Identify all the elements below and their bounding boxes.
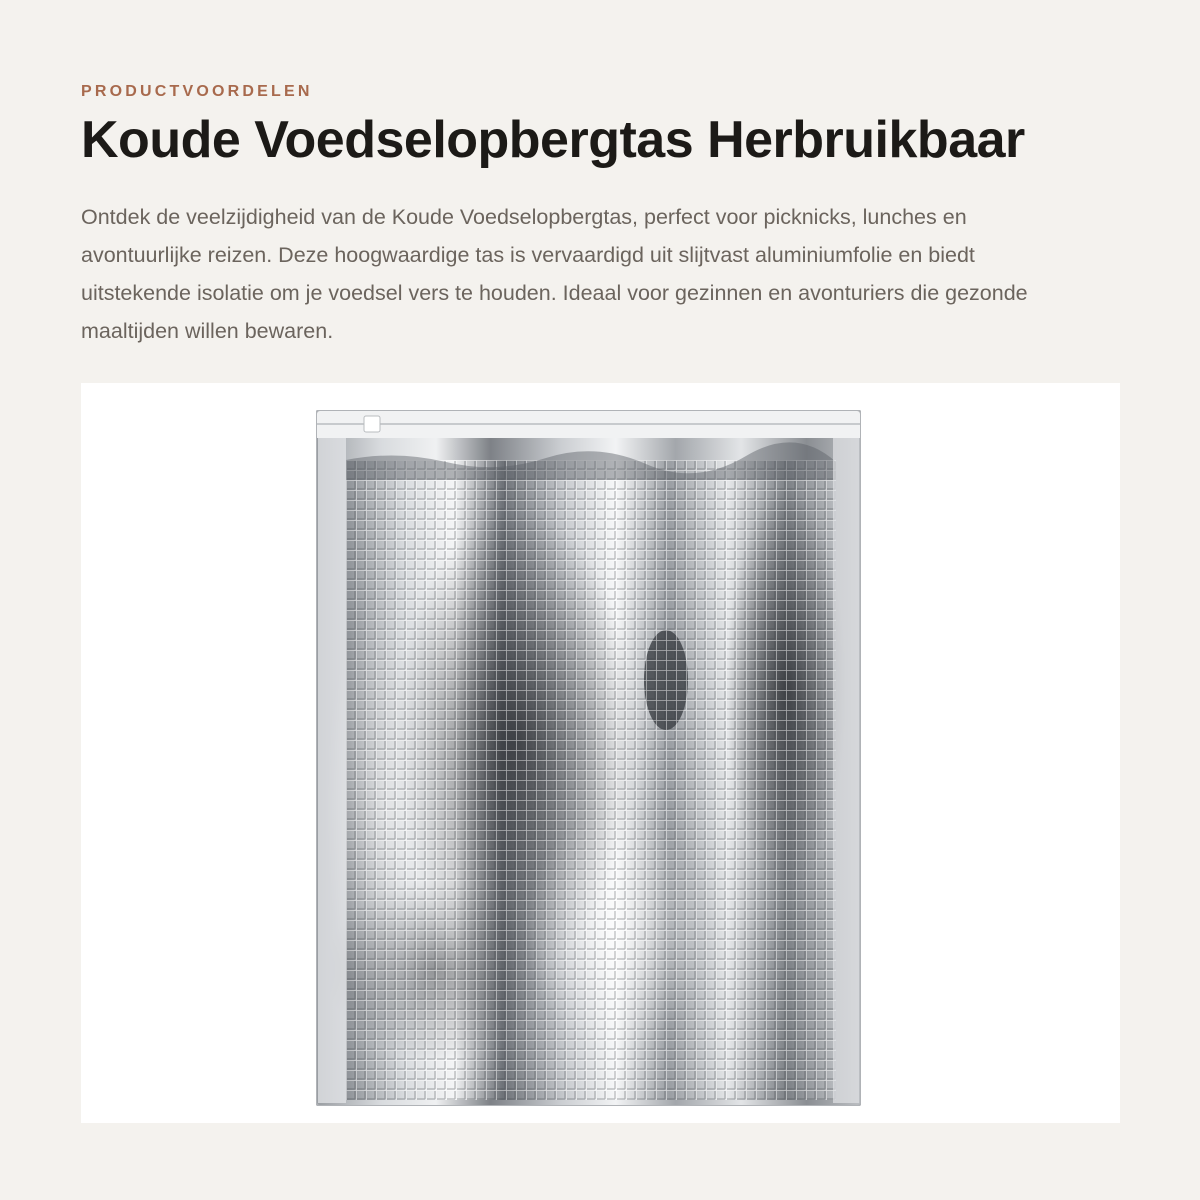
- product-description: Ontdek de veelzijdigheid van de Koude Voedselopbergtas, perfect voor picknicks, lunches en avontuurlijke reizen. Deze hoogwaardige tas is vervaardigd uit slijtvast aluminiumfolie en biedt uitstekende isolatie om je voedsel vers te houden. Ideaal voor gezinnen en avonturiers die gezonde maaltijden willen bewaren.: [81, 205, 1028, 343]
- foil-bag-image: [316, 410, 861, 1106]
- page-title: Koude Voedselopbergtas Herbruikbaar: [81, 111, 1025, 169]
- section-eyebrow: PRODUCTVOORDELEN: [81, 83, 313, 100]
- product-image-panel: [81, 383, 1120, 1123]
